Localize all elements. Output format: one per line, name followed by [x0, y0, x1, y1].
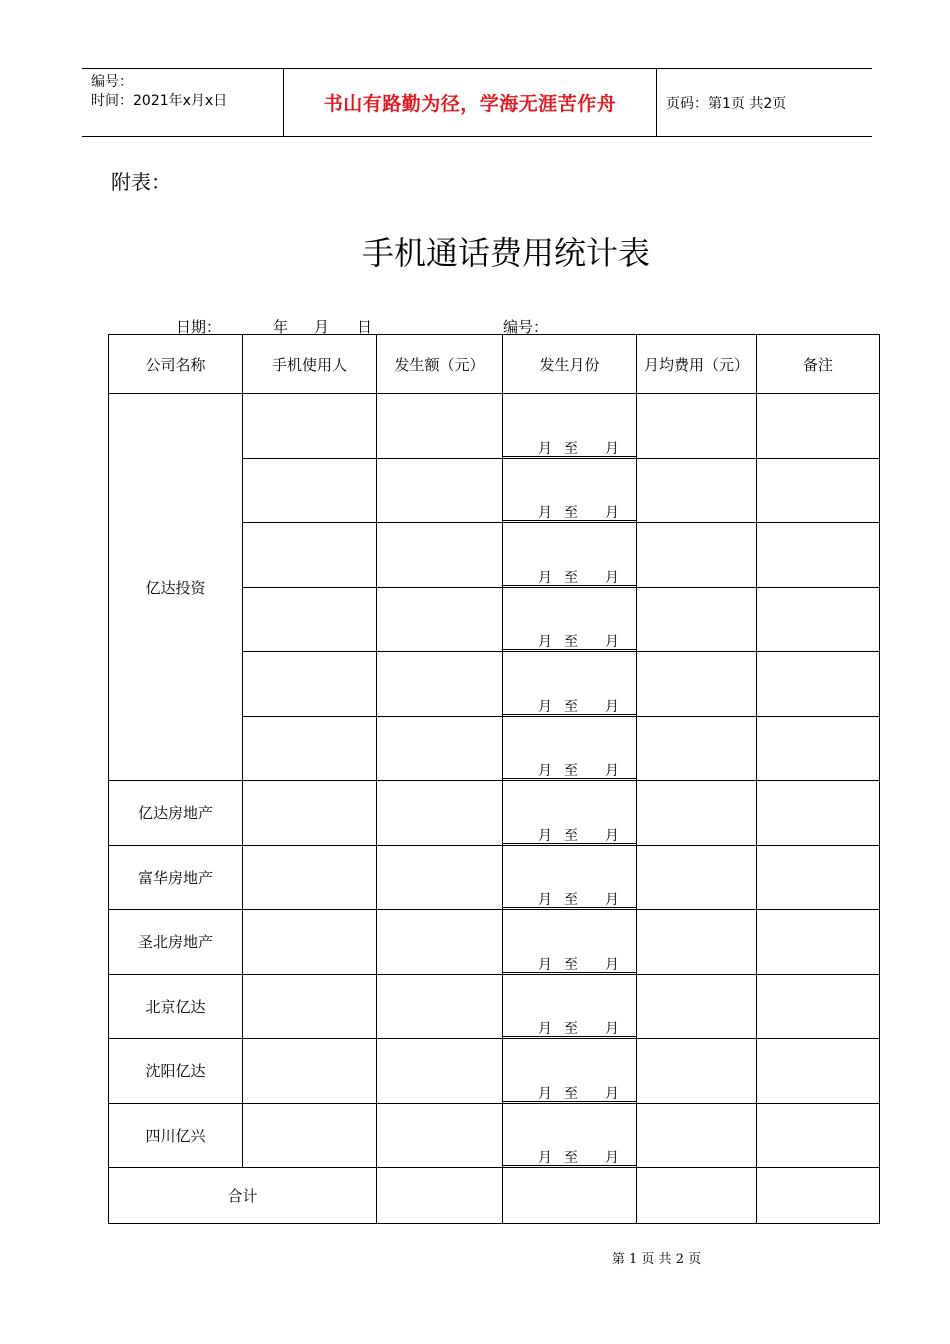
month-range-cell[interactable] [503, 1039, 637, 1104]
average-cell[interactable] [637, 587, 757, 652]
table-header-row [109, 335, 880, 394]
month-to: 月 [605, 763, 619, 779]
total-month-cell[interactable] [503, 1168, 637, 1224]
table-row [109, 974, 880, 1039]
month-from: 月 [538, 569, 552, 586]
average-cell[interactable] [637, 910, 757, 975]
month-range [503, 954, 636, 973]
average-cell[interactable] [637, 458, 757, 523]
phone-cost-table [108, 334, 880, 1224]
header-time: 时间：2021年x月x日 [91, 93, 228, 109]
amount-cell[interactable] [377, 523, 503, 588]
header-page-number: 页码：第1页 共2页 [666, 95, 787, 112]
header-info-cell [82, 69, 284, 136]
month-to-word: 至 [564, 956, 578, 973]
user-cell[interactable] [243, 458, 377, 523]
month-range [503, 438, 636, 457]
month-range [503, 631, 636, 650]
header-number: 编号： [91, 74, 133, 90]
header-motto-cell [284, 69, 657, 136]
total-label: 合计 [109, 1168, 377, 1224]
month-to-word: 至 [564, 892, 578, 908]
header-amount: 发生额（元） [377, 335, 503, 394]
date-day: 日 [357, 318, 373, 336]
table-row [109, 910, 880, 975]
month-to-word: 至 [564, 698, 578, 715]
company-name-cell: 北京亿达 [109, 974, 243, 1039]
form-number-label: 编号： [503, 318, 549, 336]
table-row [109, 845, 880, 910]
month-range [503, 825, 636, 844]
average-cell[interactable] [637, 1103, 757, 1168]
month-to: 月 [605, 505, 619, 521]
month-to: 月 [605, 569, 619, 586]
month-range [503, 1147, 636, 1166]
month-to: 月 [605, 440, 619, 457]
average-cell[interactable] [637, 845, 757, 910]
month-from: 月 [538, 1021, 552, 1037]
month-range-cell[interactable] [503, 523, 637, 588]
month-range [503, 696, 636, 715]
month-to-word: 至 [564, 1085, 578, 1102]
remark-cell[interactable] [757, 845, 880, 910]
table-row [109, 1039, 880, 1104]
month-to: 月 [605, 1085, 619, 1102]
month-to-word: 至 [564, 1021, 578, 1037]
month-range [503, 889, 636, 908]
user-cell[interactable] [243, 523, 377, 588]
month-range [503, 502, 636, 521]
user-cell[interactable] [243, 845, 377, 910]
month-to-word: 至 [564, 634, 578, 650]
month-to-word: 至 [564, 440, 578, 457]
total-remark-cell[interactable] [757, 1168, 880, 1224]
header-motto: 书山有路勤为径，学海无涯苦作舟 [323, 93, 617, 115]
month-range-cell[interactable] [503, 845, 637, 910]
remark-cell[interactable] [757, 1039, 880, 1104]
month-from: 月 [538, 827, 552, 844]
amount-cell[interactable] [377, 1039, 503, 1104]
remark-cell[interactable] [757, 652, 880, 717]
user-cell[interactable] [243, 910, 377, 975]
amount-cell[interactable] [377, 1103, 503, 1168]
user-cell[interactable] [243, 394, 377, 459]
user-cell[interactable] [243, 587, 377, 652]
header-user: 手机使用人 [243, 335, 377, 394]
average-cell[interactable] [637, 974, 757, 1039]
company-name-cell: 圣北房地产 [109, 910, 243, 975]
month-from: 月 [538, 440, 552, 457]
company-name-cell: 亿达投资 [109, 394, 243, 781]
average-cell[interactable] [637, 394, 757, 459]
amount-cell[interactable] [377, 716, 503, 781]
amount-cell[interactable] [377, 652, 503, 717]
remark-cell[interactable] [757, 974, 880, 1039]
amount-cell[interactable] [377, 458, 503, 523]
user-cell[interactable] [243, 716, 377, 781]
average-cell[interactable] [637, 716, 757, 781]
month-range-cell[interactable] [503, 910, 637, 975]
month-range-cell[interactable] [503, 1103, 637, 1168]
remark-cell[interactable] [757, 781, 880, 846]
date-month: 月 [314, 318, 330, 336]
date-label: 日期： [176, 318, 222, 336]
header-month: 发生月份 [503, 335, 637, 394]
date-year: 年 [273, 318, 289, 336]
total-average-cell[interactable] [637, 1168, 757, 1224]
total-row [109, 1168, 880, 1224]
month-to-word: 至 [564, 1150, 578, 1166]
month-from: 月 [538, 698, 552, 715]
month-from: 月 [538, 892, 552, 908]
amount-cell[interactable] [377, 845, 503, 910]
remark-cell[interactable] [757, 910, 880, 975]
average-cell[interactable] [637, 652, 757, 717]
month-from: 月 [538, 1150, 552, 1166]
remark-cell[interactable] [757, 587, 880, 652]
month-to: 月 [605, 1021, 619, 1037]
month-to-word: 至 [564, 569, 578, 586]
month-to: 月 [605, 698, 619, 715]
page-footer: 第 1 页 共 2 页 [611, 1252, 702, 1267]
page-title: 手机通话费用统计表 [361, 234, 650, 272]
company-name-cell: 沈阳亿达 [109, 1039, 243, 1104]
month-range [503, 1083, 636, 1102]
month-range-cell[interactable] [503, 716, 637, 781]
month-from: 月 [538, 763, 552, 779]
document-header [82, 68, 872, 137]
company-name-cell: 四川亿兴 [109, 1103, 243, 1168]
month-range [503, 567, 636, 586]
user-cell[interactable] [243, 1039, 377, 1104]
month-range-cell[interactable] [503, 458, 637, 523]
month-range [503, 760, 636, 779]
table-row [109, 1103, 880, 1168]
month-range-cell[interactable] [503, 781, 637, 846]
user-cell[interactable] [243, 1103, 377, 1168]
month-range-cell[interactable] [503, 587, 637, 652]
month-to: 月 [605, 956, 619, 973]
average-cell[interactable] [637, 523, 757, 588]
remark-cell[interactable] [757, 394, 880, 459]
amount-cell[interactable] [377, 910, 503, 975]
remark-cell[interactable] [757, 458, 880, 523]
month-range-cell[interactable] [503, 652, 637, 717]
company-name-cell: 亿达房地产 [109, 781, 243, 846]
amount-cell[interactable] [377, 587, 503, 652]
month-range-cell[interactable] [503, 394, 637, 459]
total-amount-cell[interactable] [377, 1168, 503, 1224]
remark-cell[interactable] [757, 523, 880, 588]
table-row [109, 781, 880, 846]
month-to: 月 [605, 892, 619, 908]
header-remark: 备注 [757, 335, 880, 394]
header-company: 公司名称 [109, 335, 243, 394]
user-cell[interactable] [243, 781, 377, 846]
table-row [109, 394, 880, 459]
amount-cell[interactable] [377, 974, 503, 1039]
header-average: 月均费用（元） [637, 335, 757, 394]
average-cell[interactable] [637, 781, 757, 846]
amount-cell[interactable] [377, 394, 503, 459]
month-to: 月 [605, 827, 619, 844]
remark-cell[interactable] [757, 716, 880, 781]
company-name-cell: 富华房地产 [109, 845, 243, 910]
remark-cell[interactable] [757, 1103, 880, 1168]
average-cell[interactable] [637, 1039, 757, 1104]
month-from: 月 [538, 956, 552, 973]
month-range [503, 1018, 636, 1037]
amount-cell[interactable] [377, 781, 503, 846]
month-to: 月 [605, 634, 619, 650]
month-from: 月 [538, 505, 552, 521]
month-to-word: 至 [564, 827, 578, 844]
user-cell[interactable] [243, 652, 377, 717]
month-from: 月 [538, 634, 552, 650]
month-to-word: 至 [564, 505, 578, 521]
month-to: 月 [605, 1150, 619, 1166]
user-cell[interactable] [243, 974, 377, 1039]
attachment-label: 附表： [111, 170, 171, 194]
month-from: 月 [538, 1085, 552, 1102]
month-to-word: 至 [564, 763, 578, 779]
month-range-cell[interactable] [503, 974, 637, 1039]
